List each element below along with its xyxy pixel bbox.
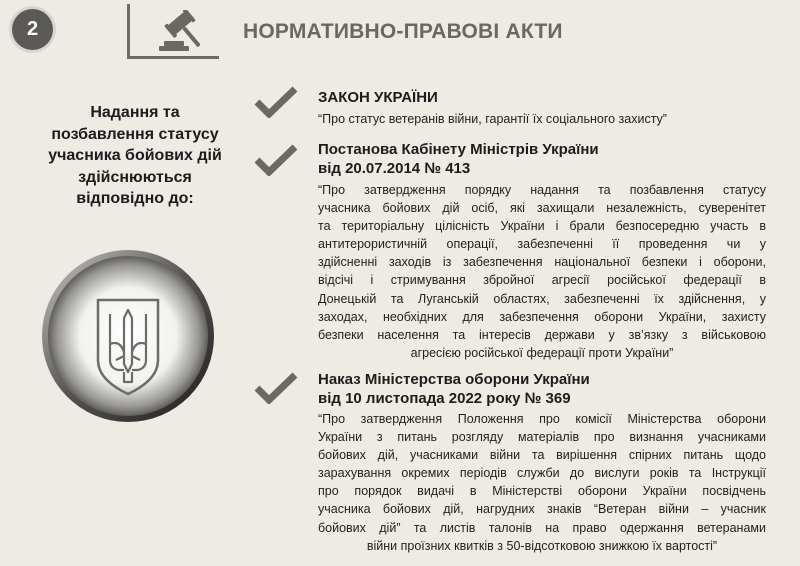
trident-coat-of-arms-icon xyxy=(40,248,216,424)
document-text-line: учасника бойових дій, нагрудних знаків “Ветеран війни – учасник xyxy=(318,502,766,517)
header-divider-horizontal xyxy=(127,56,219,59)
document-description xyxy=(318,181,766,362)
document-description xyxy=(318,410,766,555)
document-text-line: бойових дій” та листів талонів на право одержання ветеранами xyxy=(318,520,766,535)
document-text-line: антитерористичній операції, забезпеченні її проведення чи у xyxy=(318,237,766,252)
page-title: НОРМАТИВНО-ПРАВОВІ АКТИ xyxy=(243,20,563,43)
intro-text: Надання та позбавлення статусу учасника бойових дій здійснюються відповідно до: xyxy=(48,104,222,207)
document-text-line: України з питань розгляду матеріалів про визнання учасниками xyxy=(318,430,766,445)
document-title xyxy=(318,140,599,178)
section-number: 2 xyxy=(26,18,39,40)
document-title-line: Наказ Міністерства оборони України xyxy=(318,371,590,388)
document-text-line: війни проїзних квитків з 50-відсотковою знижкою їх вартості” xyxy=(366,538,718,553)
document-text-line: “Про статус ветеранів війни, гарантії їх соціального захисту” xyxy=(318,112,667,126)
document-text-line: “Про затвердження порядку надання та позбавлення статусу xyxy=(318,183,766,197)
document-title-line: ЗАКОН УКРАЇНИ xyxy=(318,89,438,106)
document-text-line: учасника бойових дій осіб, які захищали незалежність, суверенітет xyxy=(318,201,766,216)
document-text-line: про порядок видачі в Міністерстві оборони України посвідчень xyxy=(318,484,766,499)
checkmark-icon xyxy=(254,372,298,404)
document-text-line: агресією російської федерації проти України” xyxy=(410,345,674,360)
emblem-medallion xyxy=(40,248,216,424)
document-description xyxy=(318,110,788,128)
document-title xyxy=(318,370,590,408)
section-number-badge xyxy=(12,9,53,50)
document-text-line: безпеки населення та інтересів держави у зв’язку з військовою xyxy=(318,327,766,342)
document-text-line: здійсненні заходів із забезпечення національної безпеки і оборони, xyxy=(318,255,766,270)
document-text-line: заходах, необхідних для забезпечення оборони України, захисту xyxy=(318,309,766,324)
document-text-line: Донецькій та Луганській областях, забезпеченні їх здійснення, у xyxy=(318,291,766,306)
header-divider-vertical xyxy=(127,4,130,58)
document-text-line: зарахування окремих періодів служби до вислуги років та Інструкції xyxy=(318,466,766,481)
document-text-line: “Про затвердження Положення про комісії Міністерства оборони xyxy=(318,412,766,426)
document-title-line: від 10 листопада 2022 року № 369 xyxy=(318,390,571,407)
document-title-line: Постанова Кабінету Міністрів України xyxy=(318,141,599,158)
gavel-icon xyxy=(156,10,208,54)
document-text-line: відсічі і стримування збройної агресії російської федерації в xyxy=(318,273,766,288)
document-text-line: та територіальну цілісність України і брали безпосередню участь в xyxy=(318,219,766,234)
document-text-line: бойових дій, учасниками війни та вирішення спірних питань щодо xyxy=(318,448,766,463)
checkmark-icon xyxy=(254,86,298,118)
document-title xyxy=(318,88,438,107)
document-title-line: від 20.07.2014 № 413 xyxy=(318,160,471,177)
checkmark-icon xyxy=(254,144,298,176)
